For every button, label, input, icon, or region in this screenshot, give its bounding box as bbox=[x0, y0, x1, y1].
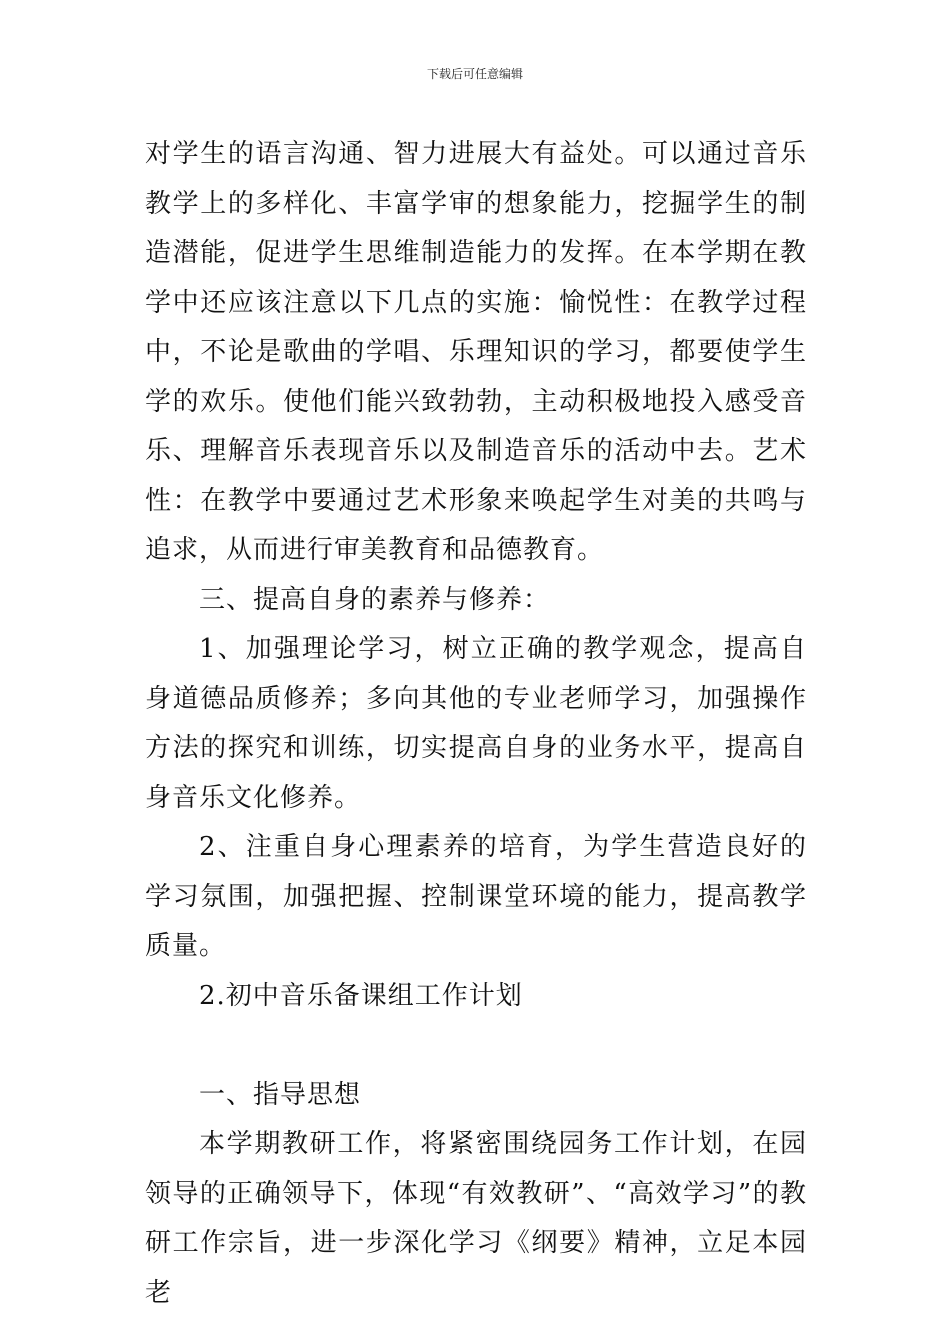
list-item: 2、注重自身心理素养的培育，为学生营造良好的学习氛围，加强把握、控制课堂环境的能力，提高教学质量。 bbox=[145, 832, 807, 961]
blank-line bbox=[145, 1021, 807, 1071]
section-heading: 一、指导思想 bbox=[199, 1079, 362, 1110]
body-paragraph: 本学期教研工作，将紧密围绕园务工作计划，在园领导的正确领导下，体现“有效教研”、“高效学习”的教研工作宗旨，进一步深化学习《纲要》精神，立足本园老 bbox=[145, 1129, 807, 1308]
document-body bbox=[145, 130, 807, 1318]
body-paragraph: 对学生的语言沟通、智力进展大有益处。可以通过音乐教学上的多样化、丰富学审的想象能力，挖掘学生的制造潜能，促进学生思维制造能力的发挥。在本学期在教学中还应该注意以下几点的实施：愉悦性：在教学过程中，不论是歌曲的学唱、乐理知识的学习，都要使学生学的欢乐。使他们能兴致勃勃，主动积极地投入感受音乐、理解音乐表现音乐以及制造音乐的活动中去。艺术性：在教学中要通过艺术形象来唤起学生对美的共鸣与追求，从而进行审美教育和品德教育。 bbox=[145, 139, 807, 565]
section-heading: 三、提高自身的素养与修养： bbox=[199, 584, 551, 615]
page-header: 下载后可任意编辑 bbox=[426, 67, 523, 81]
document-title: 2.初中音乐备课组工作计划 bbox=[199, 980, 523, 1011]
list-item: 1、加强理论学习，树立正确的教学观念，提高自身道德品质修养；多向其他的专业老师学习，加强操作方法的探究和训练，切实提高自身的业务水平，提高自身音乐文化修养。 bbox=[145, 634, 807, 813]
